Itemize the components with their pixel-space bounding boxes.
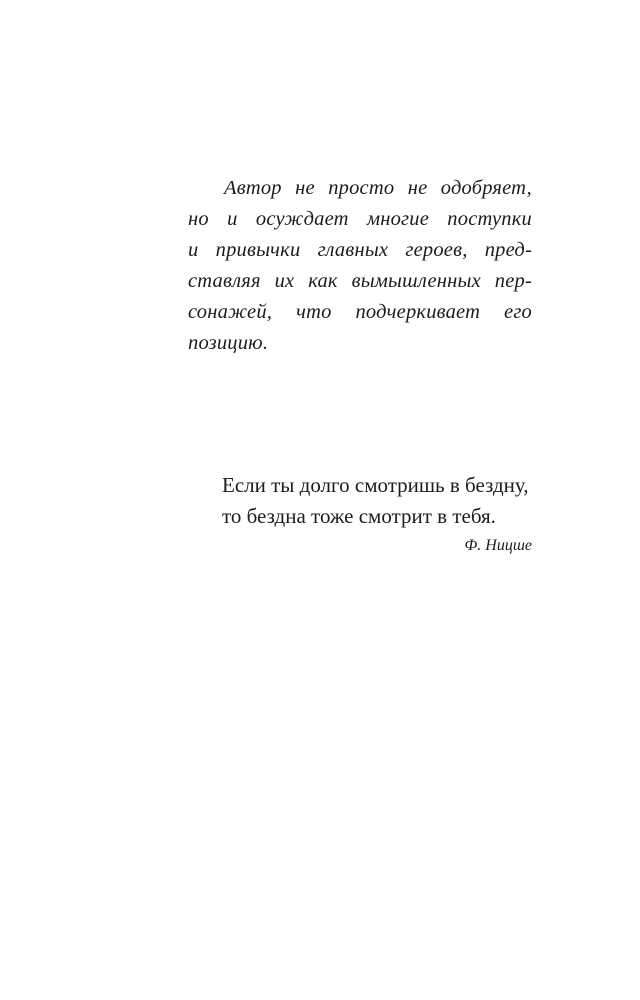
disclaimer-paragraph [188,173,532,359]
epigraph-line: то бездна тоже смотрит в тебя. [222,504,496,528]
epigraph-line: Если ты долго смотришь в бездну, [222,473,529,497]
epigraph-author: Ф. Ницше [464,537,532,554]
disclaimer-line: но и осуждает многие поступки [188,208,532,230]
epigraph [222,470,532,557]
disclaimer-line: позицию. [188,332,269,354]
disclaimer-line: Автор не просто не одобряет, [224,177,532,199]
disclaimer-line: и привычки главных героев, пред- [188,239,532,261]
disclaimer-line: сонажей, что подчеркивает его [188,301,532,323]
disclaimer-line: ставляя их как вымышленных пер- [188,270,532,292]
